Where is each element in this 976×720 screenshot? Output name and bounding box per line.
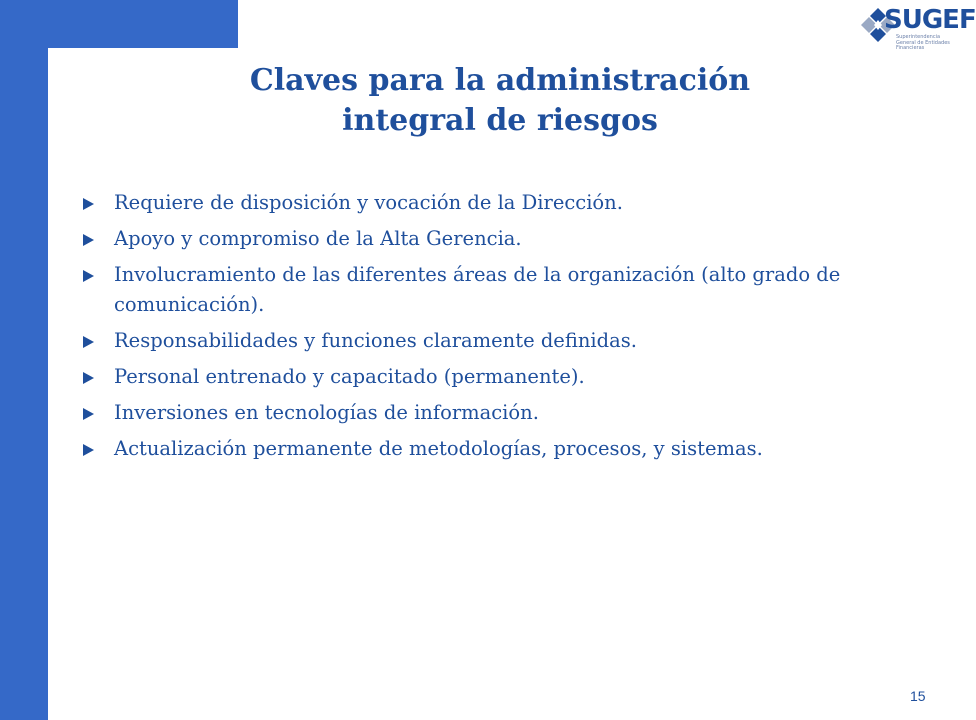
list-item [80, 188, 930, 218]
bullet-arrow-icon [83, 444, 94, 456]
list-item-text: Inversiones en tecnologías de información. [114, 401, 539, 424]
list-item-text: Actualización permanente de metodologías, procesos, y sistemas. [114, 437, 763, 460]
bullet-arrow-icon [83, 270, 94, 282]
list-item [80, 434, 930, 464]
bullet-arrow-icon [83, 198, 94, 210]
bullet-arrow-icon [83, 408, 94, 420]
list-item [80, 224, 930, 254]
logo-subtitle: Superintendencia General de Entidades Financieras [896, 34, 950, 51]
bullet-list [80, 188, 930, 470]
list-item-text: Apoyo y compromiso de la Alta Gerencia. [114, 227, 522, 250]
corner-curve [48, 48, 118, 118]
list-item-text: Requiere de disposición y vocación de la Dirección. [114, 191, 623, 214]
list-item [80, 260, 930, 320]
top-accent-bar [0, 0, 238, 48]
list-item-text: Involucramiento de las diferentes áreas de la organización (alto grado de comunicación). [114, 263, 841, 316]
logo-wordmark: SUGEF [884, 5, 976, 35]
bullet-arrow-icon [83, 372, 94, 384]
title-line-1: Claves para la administración [249, 63, 751, 98]
list-item-text: Responsabilidades y funciones claramente definidas. [114, 329, 637, 352]
bullet-arrow-icon [83, 336, 94, 348]
title-line-2: integral de riesgos [342, 103, 658, 138]
left-accent-bar [0, 0, 48, 720]
slide-title [150, 61, 850, 141]
list-item-text: Personal entrenado y capacitado (permanente). [114, 365, 585, 388]
sugef-logo [866, 4, 976, 62]
list-item [80, 362, 930, 392]
page-number: 15 [910, 688, 926, 704]
list-item [80, 398, 930, 428]
bullet-arrow-icon [83, 234, 94, 246]
list-item [80, 326, 930, 356]
